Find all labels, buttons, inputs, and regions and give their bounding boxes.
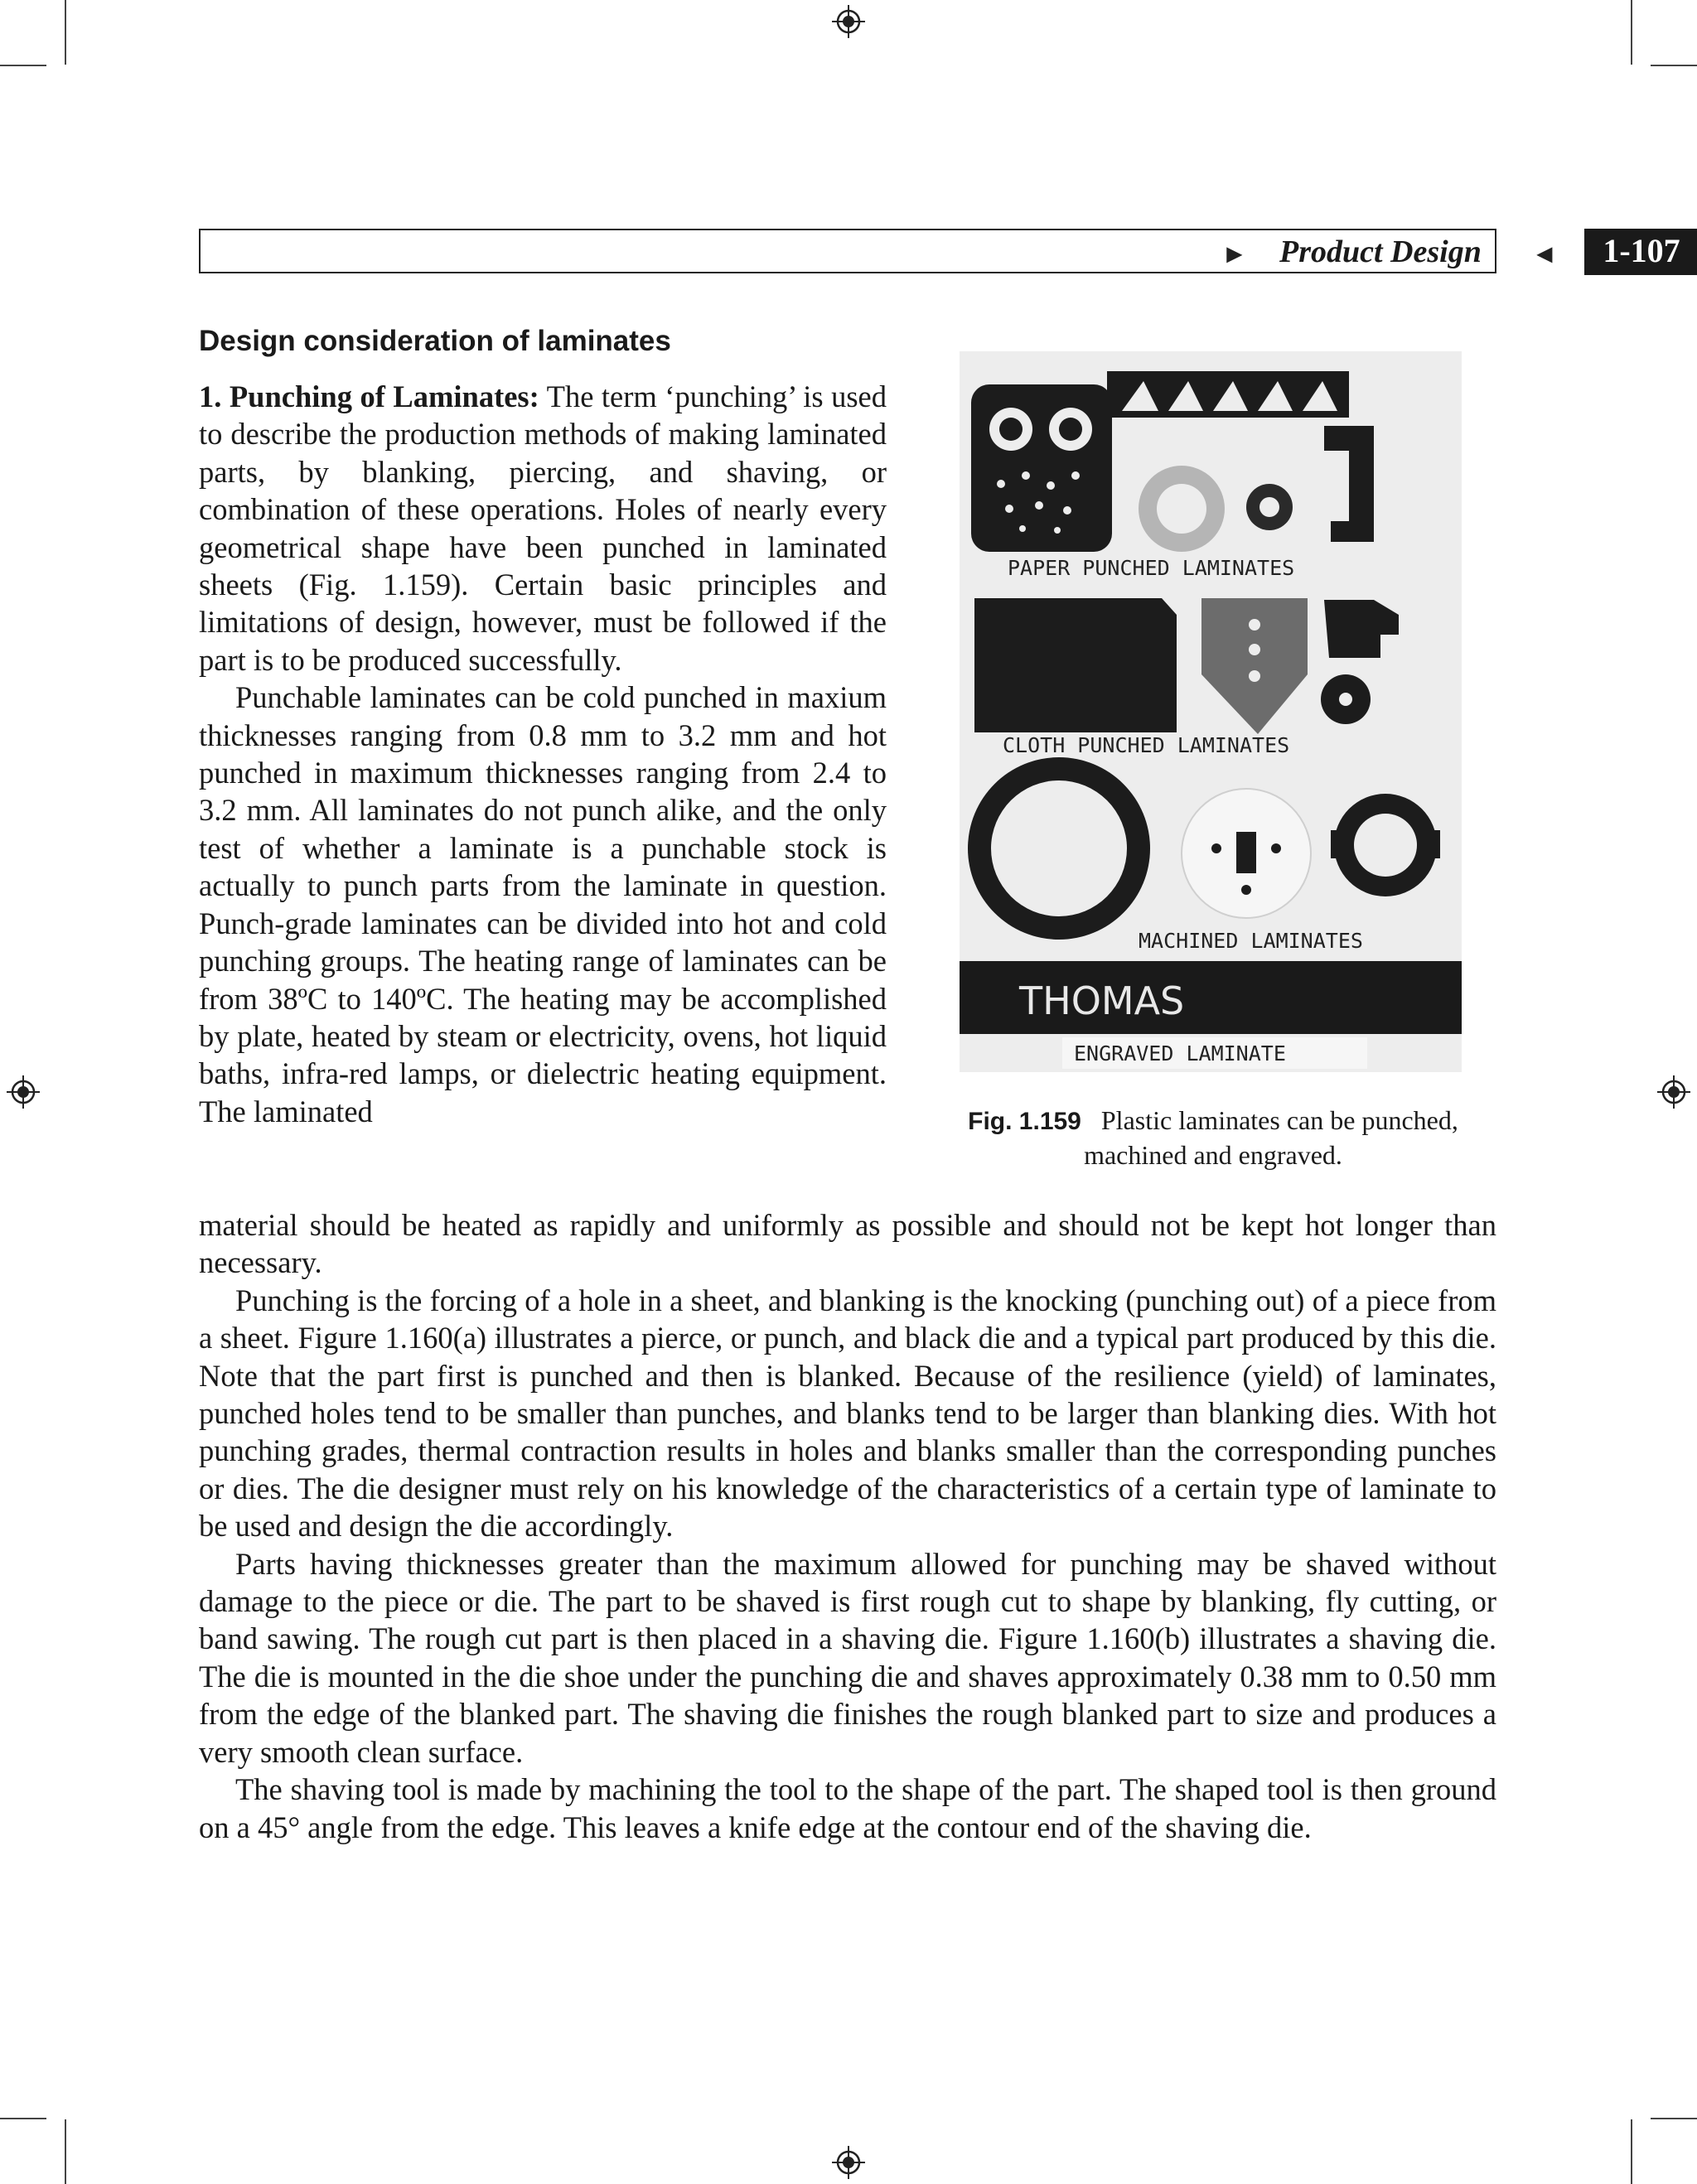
caption-text: Plastic laminates can be punched, machined and engraved. <box>1084 1105 1458 1170</box>
paragraph: Parts having thicknesses greater than the maximum allowed for punching may be shaved without damage to the piece or die. The part to be shaved is first rough cut to shape by blanking, fly cutting, or band sawing. The rough cut part is then placed in a shaving die. Figure 1.160(b) illustrates a shaving die. The die is mounted in the die shoe under the punching die and shaves approximately 0.38 mm to 0.50 mm from the edge of the blanked part. The shaving die finishes the rough blanked part to size and produces a very smooth clean surface. <box>199 1546 1496 1769</box>
figure-label-paper: PAPER PUNCHED LAMINATES <box>1008 556 1295 580</box>
paragraph: Punching is the forcing of a hole in a sheet, and blanking is the knocking (punching out) of a piece from a sheet. Figure 1.160(a) illustrates a pierce, or punch, and black die and a typical part produced by this die. Note that the part first is punched and then is blanked. Because of the resilience (yield) of laminates, punched holes tend to be smaller than punches, and blanks tend to be larger than blanking dies. With hot punching grades, thermal contraction results in holes and blanks smaller than the corresponding punches or dies. The die designer must rely on his knowledge of the characteristics of a certain type of laminate to be used and design the die accordingly. <box>199 1283 1496 1544</box>
crop-mark <box>65 2119 66 2184</box>
figure-label-thomas: THOMAS <box>1019 978 1185 1023</box>
crop-mark <box>1651 65 1697 66</box>
registration-mark-icon <box>832 5 865 38</box>
section-heading: Design consideration of laminates <box>199 325 671 357</box>
crop-mark <box>1651 2118 1697 2119</box>
figure-caption <box>931 1104 1495 1172</box>
column-text <box>199 378 887 1130</box>
crop-mark <box>0 65 46 66</box>
registration-mark-icon <box>832 2146 865 2179</box>
paragraph: The shaving tool is made by machining the tool to the shape of the part. The shaped tool is then ground on a 45° angle from the edge. This leaves a knife edge at the contour end of the shaving die. <box>199 1772 1496 1844</box>
section-title: Product Design <box>1279 234 1482 269</box>
crop-mark <box>1631 0 1632 65</box>
arrow-left-icon: ◄ <box>1531 239 1558 268</box>
figure-label-machined: MACHINED LAMINATES <box>1139 929 1363 953</box>
paragraph: Punchable laminates can be cold punched in maxium thicknesses ranging from 0.8 mm to 3.2 mm and hot punched in maximum thicknesses ranging from 2.4 to 3.2 mm. All laminates do not punch alike, and the only test of whether a laminate is a punchable stock is actually to punch parts from the laminate in question. Punch-grade laminates can be divided into hot and cold punching groups. The heating range of laminates can be from 38ºC to 140ºC. The heating may be accomplished by plate, heated by steam or electricity, ovens, hot liquid baths, infra-red lamps, or dielectric heating equipment. The laminated <box>199 680 887 1128</box>
paragraph: material should be heated as rapidly and uniformly as possible and should not be kept hot longer than necessary. <box>199 1208 1496 1280</box>
page-number: 1-107 <box>1584 229 1697 275</box>
crop-mark <box>65 0 66 65</box>
registration-mark-icon <box>1657 1075 1690 1109</box>
arrow-right-icon: ► <box>1221 239 1248 268</box>
figure-label-cloth: CLOTH PUNCHED LAMINATES <box>1003 733 1290 757</box>
crop-mark <box>1631 2119 1632 2184</box>
figure-number: Fig. 1.159 <box>968 1108 1081 1135</box>
figure-label-engraved: ENGRAVED LAMINATE <box>1074 1041 1286 1065</box>
paragraph-text: The term ‘punching’ is used to describe the production methods of making laminated parts, by blanking, piercing, and shaving, or combination of these operations. Holes of nearly every geometrical shape have been punched in laminated sheets (Fig. 1.159). Certain basic principles and limitations of design, however, must be followed if the part is to be produced successfully. <box>199 379 887 677</box>
figure-photo <box>960 351 1462 1072</box>
full-width-text <box>199 1206 1496 1846</box>
crop-mark <box>0 2118 46 2119</box>
registration-mark-icon <box>7 1075 40 1109</box>
run-in-heading: 1. Punching of Laminates: <box>199 379 539 413</box>
running-header <box>199 229 1680 273</box>
paragraph <box>199 378 887 679</box>
